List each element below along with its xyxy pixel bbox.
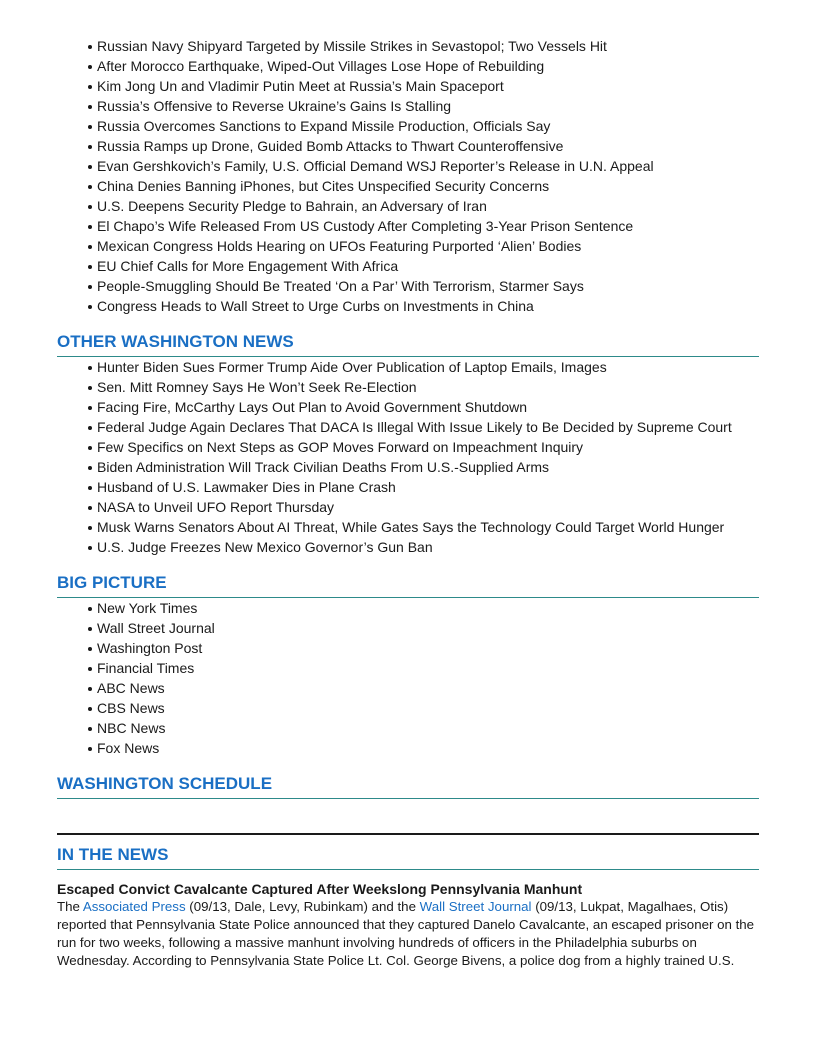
article-text: The [57,899,83,914]
other-washington-news-list [57,357,759,557]
list-item[interactable]: Russia’s Offensive to Reverse Ukraine’s Gains Is Stalling [97,96,759,116]
world-news-list [57,36,759,316]
list-item[interactable]: People-Smuggling Should Be Treated ‘On a Par’ With Terrorism, Starmer Says [97,276,759,296]
list-item[interactable]: Hunter Biden Sues Former Trump Aide Over Publication of Laptop Emails, Images [97,357,759,377]
list-item[interactable]: Russia Ramps up Drone, Guided Bomb Attacks to Thwart Counteroffensive [97,136,759,156]
section-divider [57,833,759,835]
list-item[interactable]: Kim Jong Un and Vladimir Putin Meet at Russia’s Main Spaceport [97,76,759,96]
list-item[interactable]: ABC News [97,678,759,698]
list-item[interactable]: Russian Navy Shipyard Targeted by Missile Strikes in Sevastopol; Two Vessels Hit [97,36,759,56]
list-item[interactable]: Musk Warns Senators About AI Threat, While Gates Says the Technology Could Target World Hunger [97,517,759,537]
list-item[interactable]: Mexican Congress Holds Hearing on UFOs Featuring Purported ‘Alien’ Bodies [97,236,759,256]
list-item[interactable]: Financial Times [97,658,759,678]
list-item[interactable]: U.S. Judge Freezes New Mexico Governor’s Gun Ban [97,537,759,557]
list-item[interactable]: Washington Post [97,638,759,658]
article-text: (09/13, Dale, Levy, Rubinkam) and the [185,899,420,914]
newsletter-content [57,36,759,970]
list-item[interactable]: EU Chief Calls for More Engagement With Africa [97,256,759,276]
list-item[interactable]: Facing Fire, McCarthy Lays Out Plan to Avoid Government Shutdown [97,397,759,417]
list-item[interactable]: Few Specifics on Next Steps as GOP Moves Forward on Impeachment Inquiry [97,437,759,457]
list-item[interactable]: Federal Judge Again Declares That DACA Is Illegal With Issue Likely to Be Decided by Supreme Court [97,417,759,437]
list-item[interactable]: U.S. Deepens Security Pledge to Bahrain, an Adversary of Iran [97,196,759,216]
article-text: (09/13, Lukpat, Magalhaes, Otis) reported that Pennsylvania State Police announced that they captured Danelo Cavalcante, an escaped prisoner on the run for two weeks, following a massive manhunt involving hundreds of officers in the Philadelphia suburbs on Wednesday. According to Pennsylvania State Police Lt. Col. George Bivens, a police dog from a highly trained U.S. [57,899,755,968]
list-item[interactable]: CBS News [97,698,759,718]
source-link-wall-street-journal[interactable]: Wall Street Journal [419,899,532,914]
section-heading-in-the-news: IN THE NEWS [57,845,759,870]
section-heading-big-picture: BIG PICTURE [57,573,759,598]
list-item[interactable]: NASA to Unveil UFO Report Thursday [97,497,759,517]
big-picture-list [57,598,759,758]
list-item[interactable]: Wall Street Journal [97,618,759,638]
list-item[interactable]: After Morocco Earthquake, Wiped-Out Villages Lose Hope of Rebuilding [97,56,759,76]
source-link-associated-press[interactable]: Associated Press [82,899,186,914]
schedule-empty-space [57,799,759,833]
section-heading-other-washington-news: OTHER WASHINGTON NEWS [57,332,759,357]
list-item[interactable]: Husband of U.S. Lawmaker Dies in Plane Crash [97,477,759,497]
list-item[interactable]: Biden Administration Will Track Civilian Deaths From U.S.-Supplied Arms [97,457,759,477]
section-heading-washington-schedule: WASHINGTON SCHEDULE [57,774,759,799]
list-item[interactable]: New York Times [97,598,759,618]
list-item[interactable]: Sen. Mitt Romney Says He Won’t Seek Re-Election [97,377,759,397]
list-item[interactable]: China Denies Banning iPhones, but Cites Unspecified Security Concerns [97,176,759,196]
list-item[interactable]: El Chapo’s Wife Released From US Custody After Completing 3-Year Prison Sentence [97,216,759,236]
list-item[interactable]: Congress Heads to Wall Street to Urge Curbs on Investments in China [97,296,759,316]
list-item[interactable]: Evan Gershkovich’s Family, U.S. Official Demand WSJ Reporter’s Release in U.N. Appeal [97,156,759,176]
list-item[interactable]: Russia Overcomes Sanctions to Expand Missile Production, Officials Say [97,116,759,136]
list-item[interactable]: Fox News [97,738,759,758]
article-body [57,898,759,970]
article-headline: Escaped Convict Cavalcante Captured After Weekslong Pennsylvania Manhunt [57,881,583,897]
list-item[interactable]: NBC News [97,718,759,738]
